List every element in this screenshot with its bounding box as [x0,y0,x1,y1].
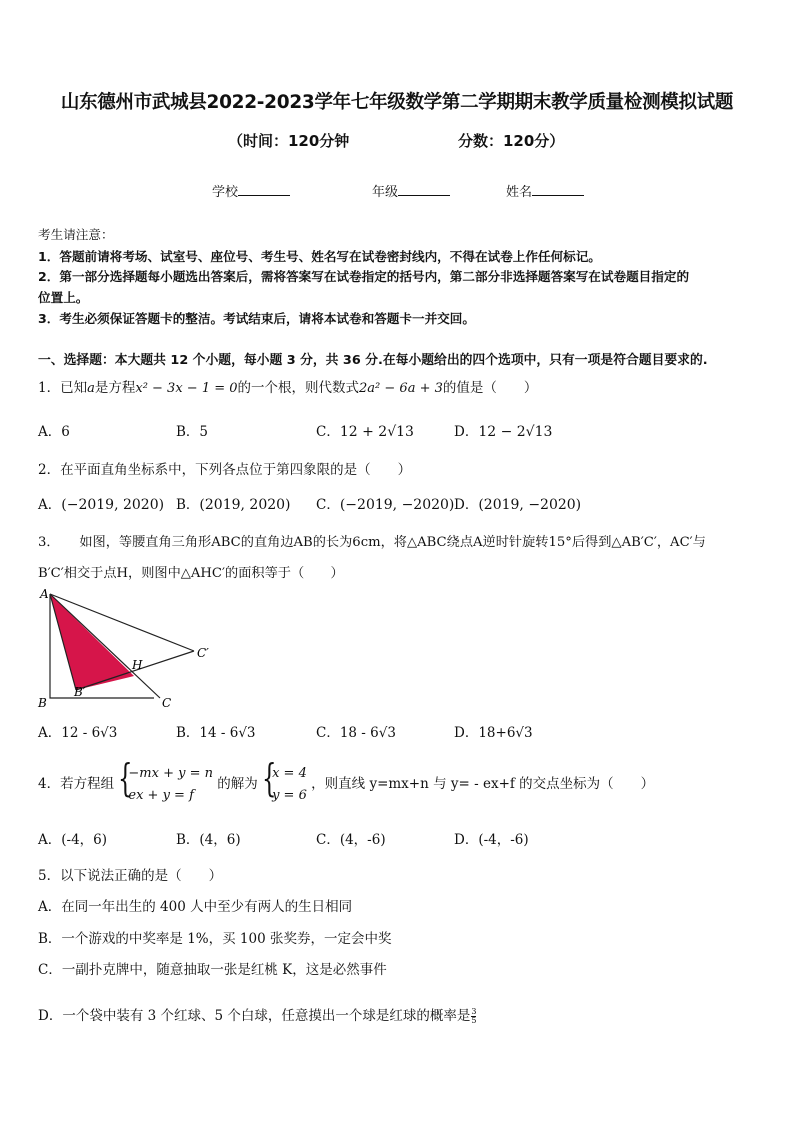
equation-system: { −mx + y = n ex + y = f [118,755,213,803]
q1-option-a: A．6 [38,424,70,440]
q3-option-b: B．14 - 6√3 [176,725,256,741]
notice-heading: 考生请注意： [38,227,114,242]
q1-option-c: C．12 + 2√13 [316,424,414,440]
notice-item: 3．考生必须保证答题卡的整洁。考试结束后，请将本试卷和答题卡一并交回。 [38,311,475,326]
page-title: 山东德州市武城县2022-2023学年七年级数学第二学期期末教学质量检测模拟试题 [60,92,734,113]
q4-option-a: A．(-4，6) [38,832,108,848]
q3-option-a: A．12 - 6√3 [38,725,118,741]
question-2: 2．在平面直角坐标系中，下列各点位于第四象限的是（ ） [38,462,412,478]
section-heading: 一、选择题：本大题共 12 个小题，每小题 3 分，共 36 分.在每小题给出的四个选项中，只有一项是符合题目要求的. [38,353,708,368]
q1-option-d: D．12 − 2√13 [454,424,553,440]
question-3-line-1: 3． 如图，等腰直角三角形ABC的直角边AB的长为6cm，将△ABC绕点A逆时针旋转15°后得到△AB′C′，AC′与 [38,535,706,550]
solution-system: { x = 4 y = 6 [262,755,307,803]
question-5: 5．以下说法正确的是（ ） [38,868,223,884]
grade-field: 年级 [372,181,450,200]
notice-item: 1．答题前请将考场、试室号、座位号、考生号、姓名写在试卷密封线内，不得在试卷上作任何标记。 [38,249,601,264]
q2-option-a: A．(−2019, 2020) [38,497,165,513]
q3-option-c: C．18 - 6√3 [316,725,396,741]
label-c-prime: C′ [197,646,209,660]
fraction-three-fifths: $\frac{3}{5}$ [471,1007,477,1025]
exam-time: （时间：120分钟 [228,132,350,150]
exam-score: 分数：120分） [458,132,565,150]
q2-option-d: D．(2019, −2020) [454,497,582,513]
q2-option-c: C．(−2019, −2020) [316,497,455,513]
question-1: 1．已知a是方程x² − 3x − 1 = 0的一个根，则代数式2a² − 6a + 3的值是（ ） [38,380,538,396]
question-3-line-2: B′C′相交于点H，则图中△AHC′的面积等于（ ） [38,566,344,581]
label-c: C [162,696,172,710]
q2-option-b: B．(2019, 2020) [176,497,291,513]
q5-option-b: B．一个游戏的中奖率是 1%，买 100 张奖券，一定会中奖 [38,931,392,947]
notice-item: 位置上。 [38,290,89,305]
q5-option-d: D．一个袋中装有 3 个红球、5 个白球，任意摸出一个球是红球的概率是$\frac{3}{5}$ [38,1007,477,1025]
q4-option-d: D．(-4，-6) [454,832,529,848]
school-field: 学校 [212,181,290,200]
label-a: A [40,587,49,601]
q3-option-d: D．18+6√3 [454,725,533,741]
triangle-figure [34,586,214,712]
label-h: H [132,658,143,672]
q4-option-b: B．(4，6) [176,832,241,848]
question-4: 4．若方程组 { −mx + y = n ex + y = f 的解为 { x = 4 y = 6 ，则直线 y=mx+n 与 y= - ex+f 的交点坐标为（ ） [38,760,654,808]
name-field: 姓名 [506,181,584,200]
q1-option-b: B．5 [176,424,209,440]
q5-option-a: A．在同一年出生的 400 人中至少有两人的生日相同 [38,899,353,915]
q4-option-c: C．(4，-6) [316,832,386,848]
label-b: B [38,696,47,710]
notice-item: 2．第一部分选择题每小题选出答案后，需将答案写在试卷指定的括号内，第二部分非选择题答案写在试卷题目指定的 [38,269,690,284]
label-b-prime: B′ [74,685,86,699]
q5-option-c: C．一副扑克牌中，随意抽取一张是红桃 K，这是必然事件 [38,962,387,978]
